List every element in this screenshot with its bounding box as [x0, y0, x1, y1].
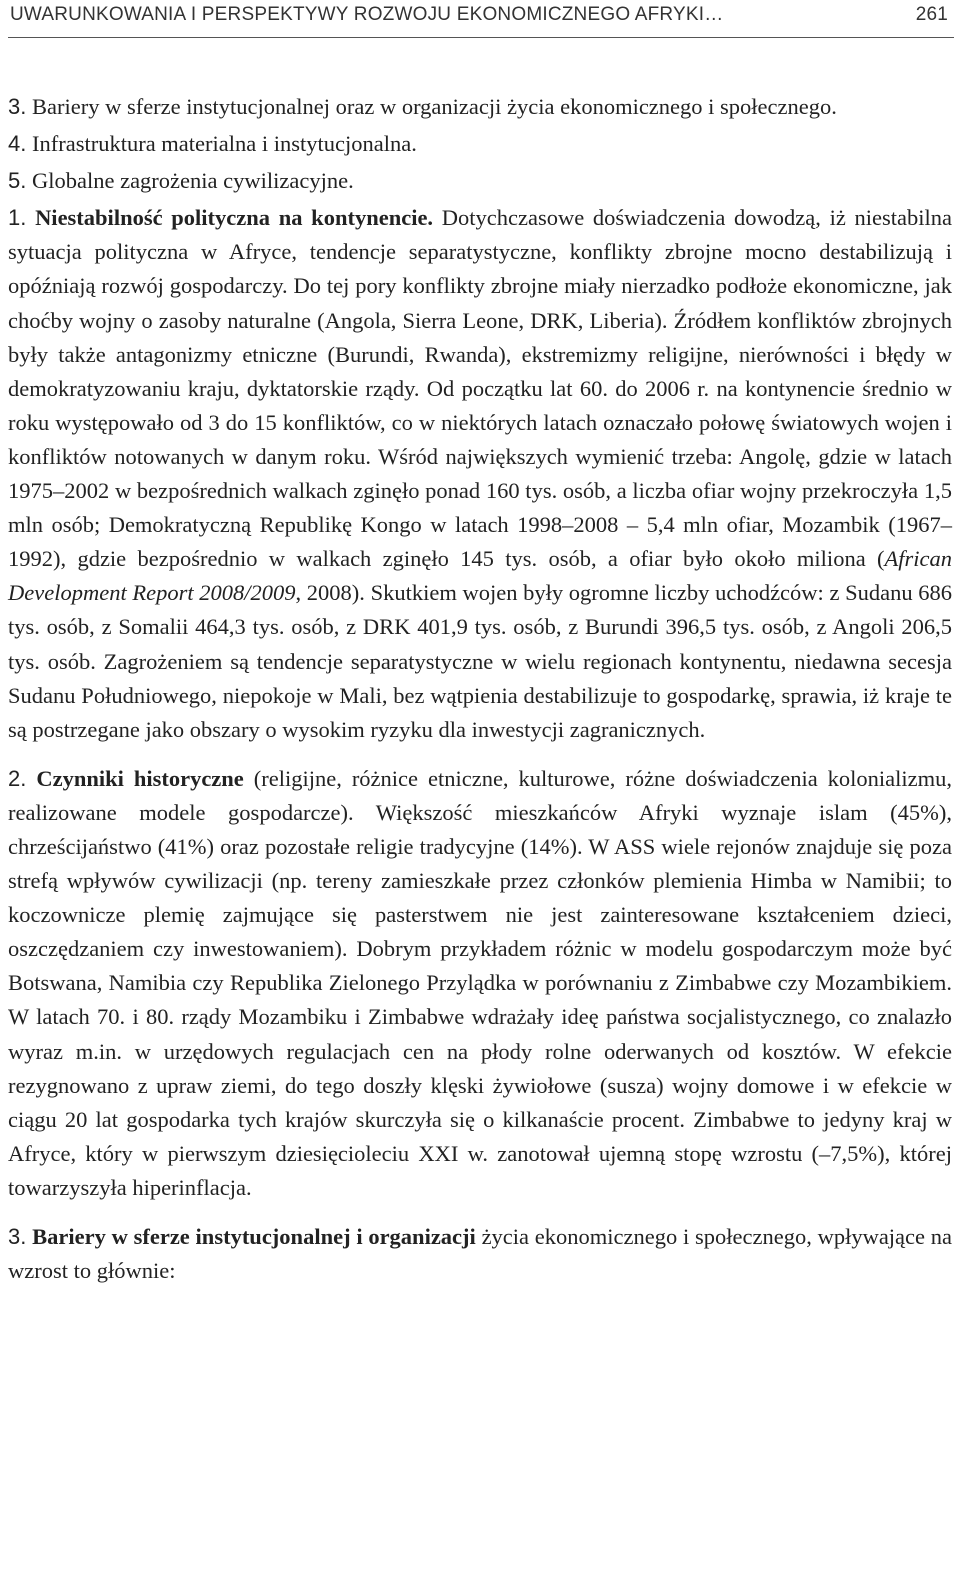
section-3-heading: Bariery w sferze instytucjonalnej i organizacji — [32, 1224, 476, 1249]
list-item-text: Infrastruktura materialna i instytucjonalna. — [31, 131, 417, 157]
list-item-text: Globalne zagrożenia cywilizacyjne. — [31, 168, 354, 194]
section-1-text-b: , 2008). Skutkiem wojen były ogromne liczby uchodźców: z Sudanu 686 tys. osób, z Somalii 464,3 tys. osób, z DRK 401,9 tys. osób, z Burundi 396,5 tys. osób, z Angoli 206,5 tys. osób. Zagrożeniem są tendencje separatystyczne w wielu regionach kontynentu, niedawna secesja Sudanu Południowego, niepokoje w Mali, bez wątpienia destabilizuje to gospodarkę, sprawia, iż kraje te są postrzegane jako obszary o wysokim ryzyku dla inwestycji zagranicznych. — [8, 580, 953, 742]
list-item-number: 3. — [8, 94, 27, 119]
section-2-heading: Czynniki historyczne — [36, 765, 244, 791]
section-2-paragraph — [8, 762, 952, 1205]
body-text — [8, 90, 952, 1288]
running-header — [10, 0, 950, 30]
section-1-heading: Niestabilność polityczna na kontynencie. — [35, 205, 434, 231]
list-item-text: Bariery w sferze instytucjonalnej oraz w organizacji życia ekonomicznego i społecznego. — [31, 94, 837, 119]
page-number: 261 — [915, 4, 948, 25]
header-rule — [8, 37, 954, 38]
section-2-text: (religijne, różnice etniczne, kulturowe, różne doświadczenia kolonializmu, realizowane modele gospodarcze). Większość mieszkańców Afryki wyznaje islam (45%), chrześcijaństwo (41%) oraz pozostałe religie tradycyjne (14%). W ASS wiele rejonów znajduje się poza strefą wpływów cywilizacji (np. tereny zamieszkałe przez członków plemienia Himba w Namibii; to koczownicze plemię zajmujące się pasterstwem nie jest zainteresowane kształceniem dzieci, oszczędzaniem czy inwestowaniem). Dobrym przykładem różnic w modelu gospodarczym może być Botswana, Namibia czy Republika Zielonego Przylądka w porównaniu z Zimbabwe czy Mozambikiem. W latach 70. i 80. rządy Mozambiku i Zimbabwe wdrażały ideę państwa socjalistycznego, co znalazło wyraz m.in. w urzędowych regulacjach cen na płody rolne oderwanych od kosztów. W efekcie rezygnowano z upraw ziemi, do tego doszły klęski żywiołowe (susza) wojny domowe i w efekcie w ciągu 20 lat gospodarka tych krajów skurczyła się o kilkanaście procent. Zimbabwe to jedyny kraj w Afryce, który w pierwszym dziesięcioleciu XXI w. zanotował ujemną stopę wzrostu (–7,5%), której towarzyszyła hiperinflacja. — [8, 765, 953, 1200]
section-1-text-a: Dotychczasowe doświadczenia dowodzą, iż niestabilna sytuacja polityczna w Afryce, tendencje separatystyczne, konflikty zbrojne mocno destabilizują i opóźniają rozwój gospodarczy. Do tej pory konflikty zbrojne miały nierzadko podłoże ekonomiczne, jak choćby wojny o zasoby naturalne (Angola, Sierra Leone, DRK, Liberia). Źródłem konfliktów zbrojnych były także antagonizmy etniczne (Burundi, Rwanda), ekstremizmy religijne, nierówności i błędy w demokratyzowaniu kraju, dyktatorskie rządy. Od początku lat 60. do 2006 r. na kontynencie średnio w roku występowało od 3 do 15 konfliktów, co w niektórych latach oznaczało połowę światowych wojen i konfliktów notowanych w danym roku. Wśród największych wymienić trzeba: Angolę, gdzie w latach 1975–2002 w bezpośrednich walkach zginęło ponad 160 tys. osób, a liczba ofiar wojny przekroczyła 1,5 mln osób; Demokratyczną Republikę Kongo w latach 1998–2008 – 5,4 mln ofiar, Mozambik (1967–1992), gdzie bezpośrednio w walkach zginęło 145 tys. osób, a ofiar było około miliona ( — [8, 205, 952, 572]
section-2-number: 2. — [8, 765, 27, 791]
section-1-number: 1. — [8, 205, 27, 231]
section-1-paragraph — [8, 201, 952, 747]
list-item — [8, 164, 952, 198]
list-item-number: 5. — [8, 168, 27, 194]
section-3-text: życia ekonomicznego i społecznego, wpływające na wzrost to głównie: — [8, 1224, 953, 1284]
running-title: UWARUNKOWANIA I PERSPEKTYWY ROZWOJU EKONOMICZNEGO AFRYKI… — [10, 4, 724, 25]
list-item — [8, 90, 952, 124]
section-3-number: 3. — [8, 1224, 27, 1249]
list-item-number: 4. — [8, 131, 27, 157]
section-1-citation: African Development Report 2008/2009 — [8, 546, 952, 606]
section-3-paragraph — [8, 1220, 952, 1288]
list-item — [8, 127, 952, 161]
